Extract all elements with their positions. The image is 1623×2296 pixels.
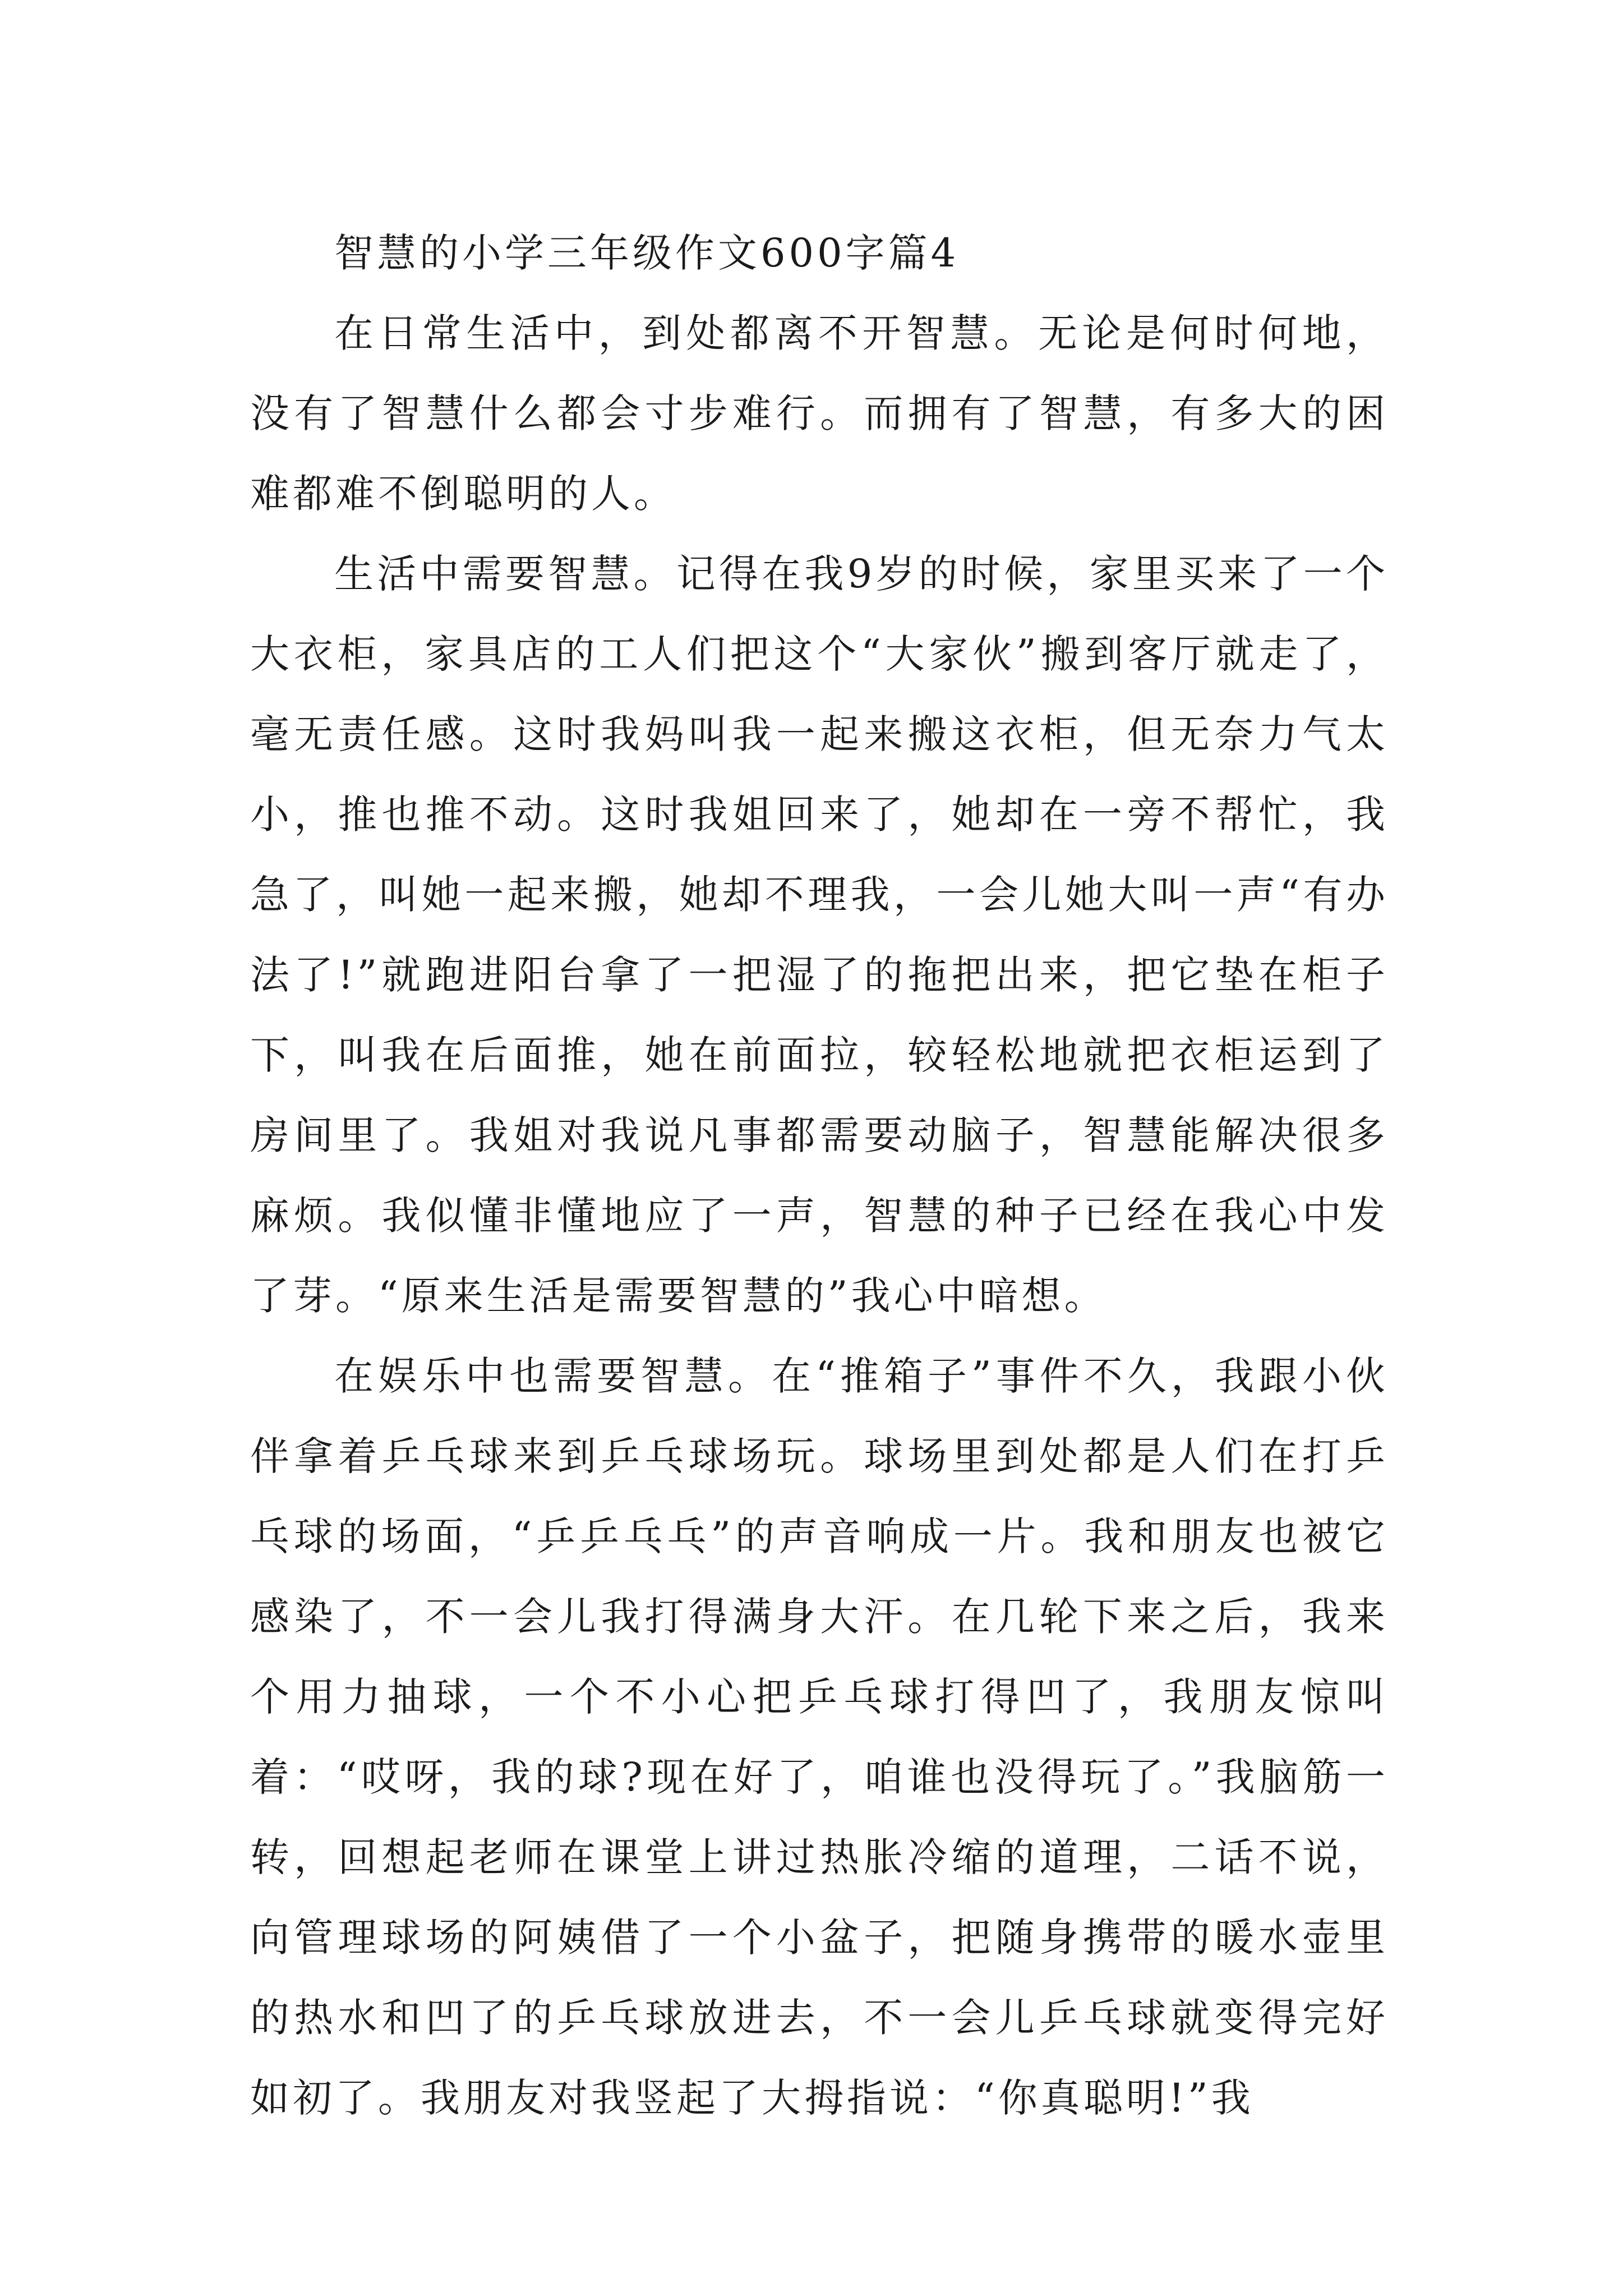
paragraph-1: 在日常生活中，到处都离不开智慧。无论是何时何地，没有了智慧什么都会寸步难行。而拥有了智慧，有多大的困难都难不倒聪明的人。	[250, 310, 1389, 517]
paragraph-3: 在娱乐中也需要智慧。在“推箱子”事件不久，我跟小伙伴拿着乒乓球来到乒乓球场玩。球场里到处都是人们在打乒乓球的场面，“乒乒乓乓”的声音响成一片。我和朋友也被它感染了，不一会儿我打得满身大汗。在几轮下来之后，我来个用力抽球，一个不小心把乒乓球打得凹了，我朋友惊叫着：“哎呀，我的球?现在好了，咱谁也没得玩了。”我脑筋一转，回想起老师在课堂上讲过热胀冷缩的道理，二话不说，向管理球场的阿姨借了一个小盆子，把随身携带的暖水壶里的热水和凹了的乒乓球放进去，不一会儿乒乓球就变得完好如初了。我朋友对我竖起了大拇指说：“你真聪明!”我	[250, 1353, 1389, 2121]
document-title: 智慧的小学三年级作文600字篇4	[334, 230, 960, 276]
paragraph-2: 生活中需要智慧。记得在我9岁的时候，家里买来了一个大衣柜，家具店的工人们把这个“大家伙”搬到客厅就走了，毫无责任感。这时我妈叫我一起来搬这衣柜，但无奈力气太小，推也推不动。这时我姐回来了，她却在一旁不帮忙，我急了，叫她一起来搬，她却不理我，一会儿她大叫一声“有办法了!”就跑进阳台拿了一把湿了的拖把出来，把它垫在柜子下，叫我在后面推，她在前面拉，较轻松地就把衣柜运到了房间里了。我姐对我说凡事都需要动脑子，智慧能解决很多麻烦。我似懂非懂地应了一声，智慧的种子已经在我心中发了芽。“原来生活是需要智慧的”我心中暗想。	[250, 551, 1389, 1319]
document-body	[250, 213, 1389, 2138]
